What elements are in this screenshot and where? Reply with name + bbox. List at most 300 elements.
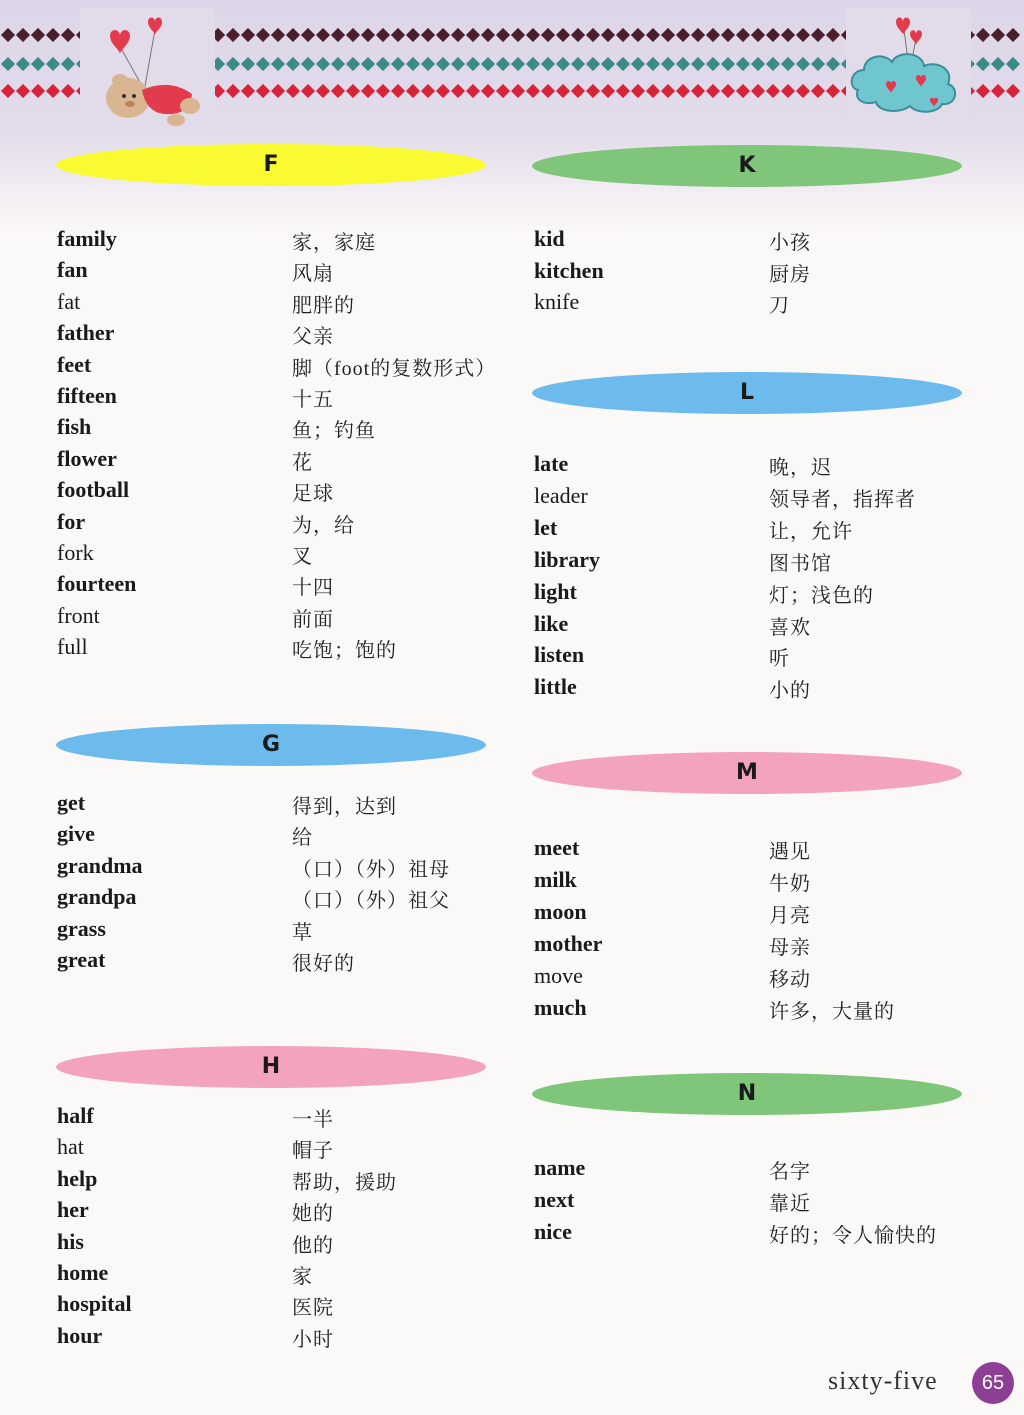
vocab-entry: [534, 899, 964, 929]
diamond-shape: [0, 57, 14, 71]
diamond-shape: [780, 28, 794, 42]
vocab-entry: [57, 509, 487, 539]
diamond-shape: [480, 84, 494, 98]
diamond-shape: [690, 28, 704, 42]
vocab-meaning: 脚（foot的复数形式）: [292, 357, 497, 380]
section-letter: M: [736, 760, 758, 785]
diamond-shape: [1005, 84, 1019, 98]
diamond-shape: [585, 57, 599, 71]
diamond-shape: [240, 57, 254, 71]
diamond-shape: [510, 57, 524, 71]
diamond-shape: [615, 28, 629, 42]
vocab-word: moon: [534, 899, 587, 924]
vocab-word: meet: [534, 835, 580, 860]
vocab-meaning: 前面: [292, 608, 334, 631]
vocab-meaning: 听: [769, 648, 790, 671]
diamond-shape: [750, 28, 764, 42]
diamond-shape: [570, 84, 584, 98]
vocab-meaning: （口）（外）祖父: [292, 890, 450, 913]
diamond-shape: [255, 28, 269, 42]
vocab-entry: [57, 1323, 487, 1353]
vocab-meaning: 喜欢: [769, 616, 811, 639]
page-number-badge: 65: [972, 1362, 1014, 1404]
diamond-shape: [600, 57, 614, 71]
vocab-meaning: 厨房: [769, 263, 811, 286]
vocab-meaning: 母亲: [769, 937, 811, 959]
vocab-meaning: 小的: [769, 680, 811, 703]
diamond-shape: [30, 28, 44, 42]
vocab-meaning: 小时: [292, 1328, 334, 1351]
vocab-word: fifteen: [57, 383, 117, 408]
diamond-shape: [405, 57, 419, 71]
vocab-word: hat: [57, 1134, 84, 1160]
vocab-meaning: 家: [292, 1266, 313, 1288]
vocab-entry: [534, 451, 964, 481]
vocab-entry: [57, 446, 487, 476]
vocab-meaning: 十四: [292, 577, 334, 600]
vocab-meaning: 很好的: [292, 953, 355, 975]
section-letter: G: [261, 732, 281, 757]
vocab-word: hospital: [57, 1291, 132, 1317]
vocab-word: fourteen: [57, 571, 137, 597]
vocab-word: flower: [57, 445, 117, 471]
banner-m: [532, 752, 962, 794]
vocab-entry: [57, 603, 487, 633]
banner-h: [56, 1046, 486, 1088]
diamond-shape: [780, 84, 794, 98]
diamond-shape: [825, 57, 839, 71]
vocab-word: milk: [534, 867, 577, 892]
diamond-shape: [225, 84, 239, 98]
diamond-shape: [585, 84, 599, 98]
diamond-shape: [1005, 28, 1019, 42]
vocab-meaning: 得到，达到: [292, 796, 397, 818]
diamond-shape: [0, 28, 14, 42]
diamond-shape: [345, 28, 359, 42]
diamond-shape: [975, 84, 989, 98]
vocab-meaning: 帮助，援助: [292, 1171, 397, 1194]
vocab-word: kid: [534, 226, 565, 251]
diamond-shape: [450, 84, 464, 98]
diamond-shape: [825, 28, 839, 42]
diamond-shape: [30, 84, 44, 98]
diamond-shape: [525, 84, 539, 98]
vocab-word: front: [57, 602, 100, 628]
vocab-entry: [534, 1219, 964, 1249]
vocab-entry: [57, 1166, 487, 1196]
diamond-shape: [390, 28, 404, 42]
vocab-meaning: 草: [292, 921, 313, 944]
diamond-shape: [795, 28, 809, 42]
diamond-shape: [315, 28, 329, 42]
diamond-shape: [555, 84, 569, 98]
diamond-shape: [0, 84, 14, 98]
vocab-word: grass: [57, 915, 106, 941]
diamond-shape: [240, 28, 254, 42]
diamond-shape: [645, 57, 659, 71]
diamond-shape: [315, 57, 329, 71]
diamond-shape: [645, 84, 659, 98]
diamond-shape: [660, 57, 674, 71]
diamond-shape: [330, 84, 344, 98]
vocab-meaning: 领导者，指挥者: [769, 488, 916, 511]
diamond-shape: [615, 84, 629, 98]
diamond-shape: [60, 28, 74, 42]
vocab-word: family: [57, 226, 117, 251]
diamond-shape: [270, 57, 284, 71]
vocab-word: home: [57, 1260, 109, 1285]
vocab-word: like: [534, 610, 569, 636]
diamond-shape: [570, 57, 584, 71]
diamond-shape: [720, 84, 734, 98]
diamond-shape: [510, 28, 524, 42]
vocab-meaning: 吃饱；饱的: [292, 640, 397, 663]
diamond-shape: [225, 57, 239, 71]
diamond-shape: [345, 84, 359, 98]
vocab-word: much: [534, 995, 587, 1020]
diamond-shape: [1005, 57, 1019, 71]
vocab-word: move: [534, 963, 583, 988]
diamond-shape: [300, 57, 314, 71]
diamond-shape: [975, 28, 989, 42]
diamond-shape: [375, 84, 389, 98]
vocab-word: mother: [534, 931, 603, 956]
banner-n: [532, 1073, 962, 1115]
diamond-shape: [285, 84, 299, 98]
vocab-meaning: 名字: [769, 1161, 811, 1183]
diamond-shape: [450, 57, 464, 71]
diamond-shape: [285, 28, 299, 42]
diamond-shape: [630, 28, 644, 42]
diamond-shape: [720, 57, 734, 71]
diamond-shape: [255, 57, 269, 71]
diamond-shape: [810, 28, 824, 42]
diamond-shape: [360, 28, 374, 42]
diamond-shape: [630, 84, 644, 98]
diamond-shape: [735, 57, 749, 71]
vocab-meaning: 图书馆: [769, 552, 832, 575]
vocab-entry: [57, 1103, 487, 1133]
vocab-meaning: （口）（外）祖母: [292, 858, 450, 881]
diamond-shape: [255, 84, 269, 98]
vocab-entry: [534, 579, 964, 609]
vocab-word: feet: [57, 351, 92, 377]
diamond-shape: [705, 28, 719, 42]
vocab-word: full: [57, 634, 88, 660]
diamond-shape: [525, 28, 539, 42]
vocab-entry: [57, 540, 487, 570]
diamond-shape: [270, 84, 284, 98]
diamond-shape: [675, 28, 689, 42]
vocab-meaning: 父亲: [292, 326, 334, 349]
banner-l: [532, 372, 962, 414]
diamond-shape: [465, 84, 479, 98]
diamond-shape: [765, 57, 779, 71]
diamond-shape: [345, 57, 359, 71]
diamond-shape: [60, 84, 74, 98]
diamond-shape: [600, 84, 614, 98]
vocab-entry: [57, 947, 487, 977]
diamond-shape: [60, 57, 74, 71]
diamond-shape: [825, 84, 839, 98]
diamond-shape: [990, 57, 1004, 71]
vocab-meaning: 他的: [292, 1234, 334, 1257]
diamond-shape: [435, 84, 449, 98]
diamond-shape: [405, 84, 419, 98]
diamond-shape: [765, 28, 779, 42]
vocab-entry: [57, 289, 487, 319]
diamond-shape: [735, 84, 749, 98]
diamond-shape: [630, 57, 644, 71]
diamond-shape: [15, 84, 29, 98]
vocab-entry: [57, 853, 487, 883]
vocab-word: football: [57, 477, 130, 503]
vocab-entry: [534, 226, 964, 256]
vocab-entry: [57, 226, 487, 256]
vocab-word: little: [534, 674, 577, 700]
section-letter: F: [263, 152, 279, 177]
vocab-entry: [57, 477, 487, 507]
diamond-shape: [420, 84, 434, 98]
diamond-shape: [795, 84, 809, 98]
diamond-shape: [375, 28, 389, 42]
diamond-shape: [495, 84, 509, 98]
diamond-shape: [540, 57, 554, 71]
vocab-entry: [534, 547, 964, 577]
diamond-shape: [570, 28, 584, 42]
diamond-shape: [540, 84, 554, 98]
diamond-shape: [990, 28, 1004, 42]
vocab-entry: [534, 611, 964, 641]
vocab-word: library: [534, 546, 600, 572]
vocab-word: let: [534, 514, 558, 540]
diamond-shape: [270, 28, 284, 42]
vocab-entry: [534, 867, 964, 897]
diamond-shape: [510, 84, 524, 98]
vocab-entry: [534, 674, 964, 704]
diamond-shape: [495, 57, 509, 71]
diamond-shape: [585, 28, 599, 42]
vocab-entry: [57, 351, 497, 382]
vocab-word: great: [57, 947, 106, 972]
vocab-entry: [57, 1260, 487, 1290]
diamond-shape: [420, 57, 434, 71]
vocab-word: late: [534, 451, 569, 476]
vocab-meaning: 牛奶: [769, 873, 811, 895]
diamond-shape: [45, 84, 59, 98]
diamond-shape: [675, 84, 689, 98]
vocab-meaning: 花: [292, 451, 313, 474]
vocab-entry: [534, 289, 964, 319]
vocab-meaning: 为，给: [292, 514, 355, 537]
diamond-shape: [45, 57, 59, 71]
diamond-shape: [375, 57, 389, 71]
diamond-shape: [240, 84, 254, 98]
vocab-meaning: 许多，大量的: [769, 1001, 895, 1023]
vocab-entry: [57, 383, 487, 413]
diamond-shape: [810, 84, 824, 98]
vocab-entry: [57, 884, 487, 914]
vocab-word: father: [57, 320, 115, 346]
diamond-shape: [315, 84, 329, 98]
vocab-word: fish: [57, 414, 92, 440]
diamond-shape: [660, 28, 674, 42]
diamond-shape: [600, 28, 614, 42]
vocab-word: leader: [534, 482, 588, 508]
diamond-shape: [990, 84, 1004, 98]
diamond-shape: [750, 84, 764, 98]
diamond-shape: [360, 84, 374, 98]
diamond-shape: [360, 57, 374, 71]
diamond-shape: [720, 28, 734, 42]
vocab-entry: [57, 634, 487, 664]
diamond-shape: [450, 28, 464, 42]
vocab-word: name: [534, 1155, 586, 1180]
vocab-word: knife: [534, 289, 580, 315]
vocab-entry: [57, 1291, 487, 1321]
diamond-shape: [330, 28, 344, 42]
diamond-shape: [300, 84, 314, 98]
vocab-word: fan: [57, 257, 88, 283]
diamond-shape: [30, 57, 44, 71]
vocab-entry: [534, 483, 964, 513]
vocab-entry: [57, 414, 487, 444]
diamond-shape: [615, 57, 629, 71]
diamond-shape: [330, 57, 344, 71]
diamond-shape: [540, 28, 554, 42]
page-number-word: sixty-five: [828, 1366, 938, 1395]
vocab-entry: [57, 790, 487, 820]
diamond-shape: [525, 57, 539, 71]
vocab-word: grandma: [57, 852, 143, 878]
vocab-entry: [534, 963, 964, 993]
diamond-shape: [390, 57, 404, 71]
vocab-meaning: 给: [292, 827, 313, 850]
diamond-shape: [435, 57, 449, 71]
diamond-shape: [15, 57, 29, 71]
vocab-entry: [57, 257, 487, 287]
diamond-shape: [555, 57, 569, 71]
vocab-word: light: [534, 578, 577, 604]
vocab-meaning: 小孩: [769, 232, 811, 254]
vocab-entry: [534, 515, 964, 545]
vocab-entry: [534, 642, 964, 672]
diamond-shape: [975, 57, 989, 71]
vocab-word: grandpa: [57, 884, 137, 910]
diamond-shape: [645, 28, 659, 42]
diamond-shape: [495, 28, 509, 42]
vocab-meaning: 靠近: [769, 1193, 811, 1215]
diamond-shape: [750, 57, 764, 71]
diamond-shape: [465, 57, 479, 71]
vocab-entry: [57, 571, 487, 601]
diamond-shape: [225, 28, 239, 42]
cloud-with-hearts-icon: [846, 8, 971, 123]
diamond-shape: [45, 28, 59, 42]
banner-k: [532, 145, 962, 187]
vocab-meaning: 晚，迟: [769, 457, 832, 479]
vocab-entry: [57, 320, 487, 350]
vocab-meaning: 刀: [769, 295, 790, 318]
vocab-meaning: 灯；浅色的: [769, 584, 874, 607]
diamond-shape: [480, 57, 494, 71]
vocab-meaning: 十五: [292, 389, 334, 411]
vocab-meaning: 她的: [292, 1203, 334, 1226]
diamond-shape: [780, 57, 794, 71]
diamond-shape: [420, 28, 434, 42]
diamond-shape: [810, 57, 824, 71]
vocab-meaning: 家，家庭: [292, 232, 376, 254]
vocab-entry: [534, 1155, 964, 1185]
diamond-shape: [705, 84, 719, 98]
diamond-shape: [300, 28, 314, 42]
vocab-entry: [57, 916, 487, 946]
vocab-meaning: 月亮: [769, 905, 811, 927]
vocab-word: get: [57, 790, 86, 815]
diamond-shape: [765, 84, 779, 98]
vocab-meaning: 叉: [292, 546, 313, 568]
banner-f: [56, 144, 486, 186]
diamond-shape: [405, 28, 419, 42]
vocab-meaning: 移动: [769, 969, 811, 991]
vocab-entry: [534, 1187, 964, 1217]
teddy-bear-with-heart-balloons-icon: [80, 8, 215, 133]
diamond-shape: [480, 28, 494, 42]
diamond-shape: [555, 28, 569, 42]
diamond-shape: [660, 84, 674, 98]
vocab-entry: [534, 835, 964, 865]
diamond-shape: [705, 57, 719, 71]
vocab-entry: [57, 1197, 487, 1227]
vocab-word: half: [57, 1103, 94, 1128]
vocab-meaning: 一半: [292, 1109, 334, 1131]
section-letter: H: [261, 1054, 281, 1079]
diamond-shape: [390, 84, 404, 98]
vocab-word: kitchen: [534, 257, 604, 283]
vocab-word: fat: [57, 288, 81, 314]
vocab-entry: [57, 1134, 487, 1164]
vocab-meaning: 帽子: [292, 1140, 334, 1163]
vocab-entry: [57, 821, 487, 851]
vocab-word: fork: [57, 540, 94, 565]
section-letter: K: [738, 153, 756, 178]
diamond-shape: [675, 57, 689, 71]
diamond-shape: [735, 28, 749, 42]
diamond-shape: [465, 28, 479, 42]
vocab-word: give: [57, 821, 95, 847]
diamond-shape: [285, 57, 299, 71]
vocab-word: for: [57, 508, 86, 534]
vocab-word: hour: [57, 1322, 103, 1348]
vocab-meaning: 医院: [292, 1297, 334, 1320]
vocab-meaning: 肥胖的: [292, 294, 355, 317]
vocab-entry: [534, 995, 964, 1025]
vocab-word: listen: [534, 642, 585, 668]
section-letter: L: [739, 380, 755, 405]
diamond-shape: [690, 57, 704, 71]
diamond-shape: [795, 57, 809, 71]
vocab-word: his: [57, 1228, 84, 1254]
vocab-meaning: 让，允许: [769, 520, 853, 543]
vocab-meaning: 好的；令人愉快的: [769, 1225, 937, 1247]
banner-g: [56, 724, 486, 766]
vocab-meaning: 风扇: [292, 263, 334, 286]
vocab-entry: [57, 1229, 487, 1259]
vocab-entry: [534, 258, 964, 288]
vocab-word: her: [57, 1197, 89, 1223]
vocab-word: help: [57, 1165, 98, 1191]
diamond-shape: [435, 28, 449, 42]
